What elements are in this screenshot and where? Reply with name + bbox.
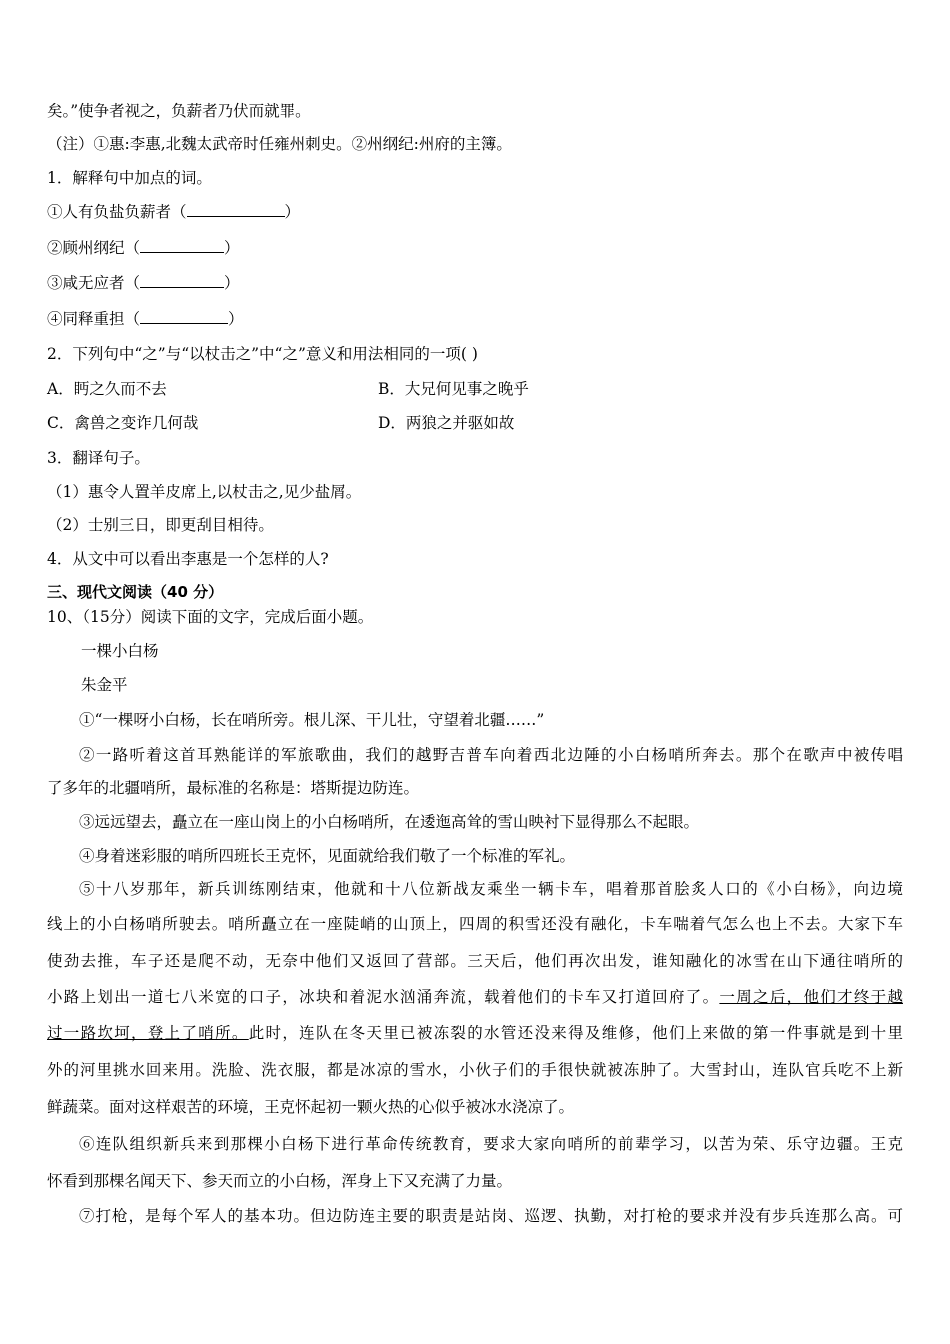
paragraph-2-line-1: ②一路听着这首耳熟能详的军旅歌曲，我们的越野吉普车向着西北边陲的小白杨哨所奔去。那个在歌声中被传唱	[79, 746, 903, 764]
item-close: ）	[228, 310, 244, 328]
paragraph-5-line-7: 鲜蔬菜。面对这样艰苦的环境，王克怀起初一颗火热的心似乎被冰水浇凉了。	[47, 1098, 575, 1116]
paragraph-5-line-1: ⑤十八岁那年，新兵训练刚结束，他就和十八位新战友乘坐一辆卡车，唱着那首脍炙人口的《小白杨》，向边境	[79, 880, 903, 898]
question-2-stem: 2．下列句中“之”与“以杖击之”中“之”意义和用法相同的一项( )	[47, 345, 478, 363]
question-10-intro: 10、（15分）阅读下面的文字，完成后面小题。	[47, 608, 374, 626]
question-3-stem: 3．翻译句子。	[47, 449, 150, 467]
article-title: 一棵小白杨	[81, 642, 159, 660]
paragraph-6-line-2: 怀看到那棵名闻天下、参天而立的小白杨，浑身上下又充满了力量。	[47, 1172, 513, 1190]
passage-ending: 矣。”使争者视之，负薪者乃伏而就罪。	[47, 102, 311, 120]
answer-blank[interactable]	[140, 273, 224, 288]
paragraph-5-line-3: 使劲去推，车子还是爬不动，无奈中他们又返回了营部。三天后，他们再次出发，谁知融化的冰雪在山下通往哨所的	[47, 952, 903, 970]
question-1-item-2	[47, 237, 240, 259]
option-c: C．禽兽之变诈几何哉	[47, 414, 199, 432]
question-1-item-4	[47, 308, 244, 330]
question-3-sentence-1: （1）惠令人置羊皮席上,以杖击之,见少盐屑。	[47, 483, 362, 501]
question-3-sentence-2: （2）士别三日，即更刮目相待。	[47, 516, 274, 534]
article-author: 朱金平	[81, 676, 128, 694]
paragraph-6-line-1: ⑥连队组织新兵来到那棵小白杨下进行革命传统教育，要求大家向哨所的前辈学习，以苦为荣、乐守边疆。王克	[79, 1135, 903, 1153]
item-text: ④同释重担（	[47, 310, 141, 328]
paragraph-5-line-2: 线上的小白杨哨所驶去。哨所矗立在一座陡峭的山顶上，四周的积雪还没有融化，卡车喘着气怎么也上不去。大家下车	[47, 915, 903, 933]
question-1-item-1	[47, 201, 300, 223]
question-1-stem: 1．解释句中加点的词。	[47, 169, 212, 187]
paragraph-5-line-4	[47, 986, 903, 1008]
answer-blank[interactable]	[140, 309, 228, 324]
item-close: ）	[224, 239, 240, 257]
plain-text: 小路上划出一道七八米宽的口子，冰块和着泥水汹涌奔流，载着他们的卡车又打道回府了。	[47, 988, 720, 1006]
answer-blank[interactable]	[187, 202, 285, 217]
item-close: ）	[224, 274, 240, 292]
paragraph-2-line-2: 了多年的北疆哨所，最标准的名称是：塔斯提边防连。	[47, 779, 420, 797]
annotation-note: （注）①惠:李惠,北魏太武帝时任雍州刺史。②州纲纪:州府的主簿。	[47, 135, 512, 153]
paragraph-4: ④身着迷彩服的哨所四班长王克怀，见面就给我们敬了一个标准的军礼。	[79, 847, 576, 865]
section-heading: 三、现代文阅读（40 分）	[47, 583, 224, 601]
option-d: D．两狼之并驱如故	[378, 414, 515, 432]
item-close: ）	[284, 203, 301, 221]
question-4-stem: 4．从文中可以看出李惠是一个怎样的人?	[47, 550, 329, 568]
paragraph-7-line-1: ⑦打枪，是每个军人的基本功。但边防连主要的职责是站岗、巡逻、执勤，对打枪的要求并没有步兵连那么高。可	[79, 1207, 903, 1225]
item-text: ①人有负盐负薪者（	[47, 203, 187, 221]
item-text: ③咸无应者（	[47, 274, 141, 292]
paragraph-1: ①“一棵呀小白杨，长在哨所旁。根儿深、干儿壮，守望着北疆……”	[79, 711, 545, 729]
question-1-item-3	[47, 272, 240, 294]
plain-text: 此时，连队在冬天里已被冻裂的水管还没来得及维修，他们上来做的第一件事就是到十里	[248, 1024, 903, 1042]
underlined-sentence: 一周之后，他们才终于越	[719, 988, 903, 1006]
underlined-sentence: 过一路坎坷，登上了哨所。	[47, 1024, 249, 1042]
answer-blank[interactable]	[140, 238, 224, 253]
paragraph-3: ③远远望去，矗立在一座山岗上的小白杨哨所，在逶迤高耸的雪山映衬下显得那么不起眼。	[79, 813, 700, 831]
option-a: A．眄之久而不去	[47, 380, 167, 398]
paragraph-5-line-6: 外的河里挑水回来用。洗脸、洗衣服，都是冰凉的雪水，小伙子们的手很快就被冻肿了。大雪封山，连队官兵吃不上新	[47, 1061, 903, 1079]
item-text: ②顾州纲纪（	[47, 239, 141, 257]
paragraph-5-line-5	[47, 1022, 903, 1044]
option-b: B．大兄何见事之晚乎	[378, 380, 529, 398]
